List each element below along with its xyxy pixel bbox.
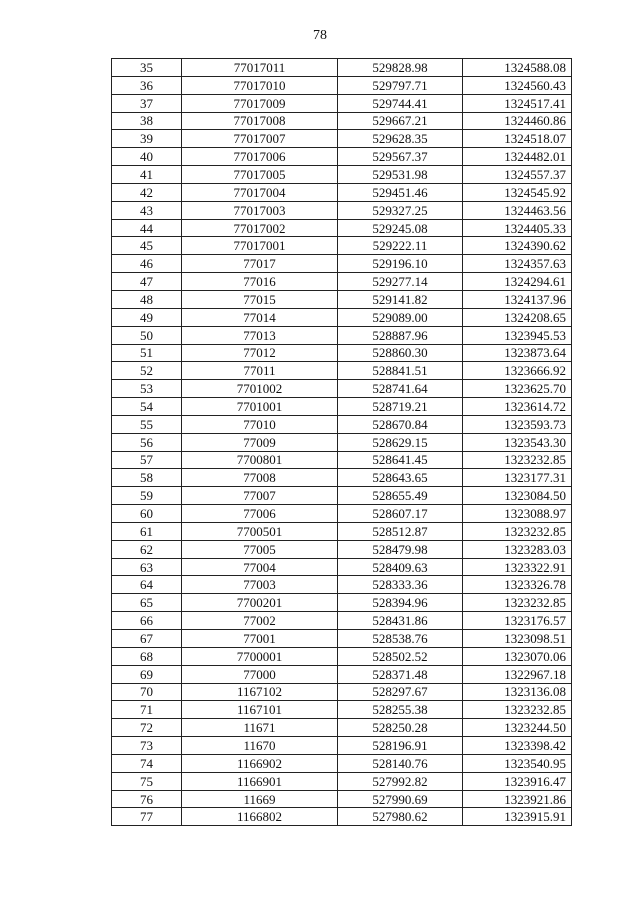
y-coordinate-cell: 1323177.31 xyxy=(463,469,572,487)
x-coordinate-cell: 529531.98 xyxy=(338,166,463,184)
y-coordinate-cell: 1324463.56 xyxy=(463,201,572,219)
table-row xyxy=(112,130,572,148)
table-row xyxy=(112,647,572,665)
row-number-cell: 57 xyxy=(112,451,182,469)
table-row xyxy=(112,255,572,273)
x-coordinate-cell: 528431.86 xyxy=(338,612,463,630)
x-coordinate-cell: 529744.41 xyxy=(338,94,463,112)
row-number-cell: 47 xyxy=(112,273,182,291)
row-number-cell: 70 xyxy=(112,683,182,701)
x-coordinate-cell: 528371.48 xyxy=(338,665,463,683)
point-id-cell: 77017011 xyxy=(182,59,338,77)
table-row xyxy=(112,719,572,737)
coordinates-table-body xyxy=(112,59,572,826)
row-number-cell: 48 xyxy=(112,290,182,308)
y-coordinate-cell: 1323232.85 xyxy=(463,451,572,469)
x-coordinate-cell: 529141.82 xyxy=(338,290,463,308)
x-coordinate-cell: 529567.37 xyxy=(338,148,463,166)
table-row xyxy=(112,308,572,326)
table-row xyxy=(112,790,572,808)
row-number-cell: 60 xyxy=(112,505,182,523)
table-row xyxy=(112,701,572,719)
point-id-cell: 77010 xyxy=(182,415,338,433)
row-number-cell: 37 xyxy=(112,94,182,112)
table-row xyxy=(112,273,572,291)
table-row xyxy=(112,112,572,130)
point-id-cell: 77011 xyxy=(182,362,338,380)
table-row xyxy=(112,576,572,594)
y-coordinate-cell: 1323136.08 xyxy=(463,683,572,701)
y-coordinate-cell: 1323088.97 xyxy=(463,505,572,523)
y-coordinate-cell: 1323084.50 xyxy=(463,487,572,505)
table-row xyxy=(112,505,572,523)
point-id-cell: 1167101 xyxy=(182,701,338,719)
point-id-cell: 77008 xyxy=(182,469,338,487)
y-coordinate-cell: 1323915.91 xyxy=(463,808,572,826)
point-id-cell: 77017005 xyxy=(182,166,338,184)
row-number-cell: 52 xyxy=(112,362,182,380)
coordinates-table xyxy=(111,58,572,826)
table-row xyxy=(112,808,572,826)
table-row xyxy=(112,737,572,755)
y-coordinate-cell: 1323232.85 xyxy=(463,701,572,719)
y-coordinate-cell: 1324588.08 xyxy=(463,59,572,77)
point-id-cell: 1166902 xyxy=(182,754,338,772)
x-coordinate-cell: 529451.46 xyxy=(338,183,463,201)
y-coordinate-cell: 1323326.78 xyxy=(463,576,572,594)
y-coordinate-cell: 1323666.92 xyxy=(463,362,572,380)
row-number-cell: 43 xyxy=(112,201,182,219)
table-row xyxy=(112,362,572,380)
y-coordinate-cell: 1324357.63 xyxy=(463,255,572,273)
point-id-cell: 11670 xyxy=(182,737,338,755)
row-number-cell: 62 xyxy=(112,540,182,558)
y-coordinate-cell: 1324405.33 xyxy=(463,219,572,237)
x-coordinate-cell: 528643.65 xyxy=(338,469,463,487)
row-number-cell: 65 xyxy=(112,594,182,612)
point-id-cell: 1167102 xyxy=(182,683,338,701)
point-id-cell: 77001 xyxy=(182,630,338,648)
x-coordinate-cell: 528607.17 xyxy=(338,505,463,523)
table-row xyxy=(112,630,572,648)
row-number-cell: 59 xyxy=(112,487,182,505)
point-id-cell: 11671 xyxy=(182,719,338,737)
x-coordinate-cell: 528741.64 xyxy=(338,380,463,398)
point-id-cell: 77003 xyxy=(182,576,338,594)
table-row xyxy=(112,398,572,416)
y-coordinate-cell: 1322967.18 xyxy=(463,665,572,683)
row-number-cell: 75 xyxy=(112,772,182,790)
point-id-cell: 7701002 xyxy=(182,380,338,398)
x-coordinate-cell: 529089.00 xyxy=(338,308,463,326)
y-coordinate-cell: 1324560.43 xyxy=(463,76,572,94)
point-id-cell: 1166901 xyxy=(182,772,338,790)
table-row xyxy=(112,558,572,576)
row-number-cell: 50 xyxy=(112,326,182,344)
row-number-cell: 64 xyxy=(112,576,182,594)
row-number-cell: 66 xyxy=(112,612,182,630)
row-number-cell: 49 xyxy=(112,308,182,326)
point-id-cell: 7700201 xyxy=(182,594,338,612)
y-coordinate-cell: 1323593.73 xyxy=(463,415,572,433)
row-number-cell: 53 xyxy=(112,380,182,398)
table-row xyxy=(112,183,572,201)
y-coordinate-cell: 1323098.51 xyxy=(463,630,572,648)
row-number-cell: 44 xyxy=(112,219,182,237)
table-row xyxy=(112,76,572,94)
y-coordinate-cell: 1324208.65 xyxy=(463,308,572,326)
point-id-cell: 77012 xyxy=(182,344,338,362)
point-id-cell: 77005 xyxy=(182,540,338,558)
table-row xyxy=(112,219,572,237)
y-coordinate-cell: 1324557.37 xyxy=(463,166,572,184)
point-id-cell: 77007 xyxy=(182,487,338,505)
point-id-cell: 77017004 xyxy=(182,183,338,201)
x-coordinate-cell: 528655.49 xyxy=(338,487,463,505)
row-number-cell: 72 xyxy=(112,719,182,737)
x-coordinate-cell: 529245.08 xyxy=(338,219,463,237)
point-id-cell: 77017007 xyxy=(182,130,338,148)
row-number-cell: 55 xyxy=(112,415,182,433)
point-id-cell: 77014 xyxy=(182,308,338,326)
table-row xyxy=(112,201,572,219)
table-row xyxy=(112,415,572,433)
row-number-cell: 76 xyxy=(112,790,182,808)
point-id-cell: 77017006 xyxy=(182,148,338,166)
table-row xyxy=(112,148,572,166)
row-number-cell: 58 xyxy=(112,469,182,487)
point-id-cell: 77016 xyxy=(182,273,338,291)
row-number-cell: 68 xyxy=(112,647,182,665)
y-coordinate-cell: 1324517.41 xyxy=(463,94,572,112)
y-coordinate-cell: 1323070.06 xyxy=(463,647,572,665)
point-id-cell: 77000 xyxy=(182,665,338,683)
row-number-cell: 56 xyxy=(112,433,182,451)
point-id-cell: 77017010 xyxy=(182,76,338,94)
table-row xyxy=(112,469,572,487)
y-coordinate-cell: 1323543.30 xyxy=(463,433,572,451)
row-number-cell: 42 xyxy=(112,183,182,201)
row-number-cell: 35 xyxy=(112,59,182,77)
y-coordinate-cell: 1323398.42 xyxy=(463,737,572,755)
x-coordinate-cell: 528394.96 xyxy=(338,594,463,612)
y-coordinate-cell: 1324137.96 xyxy=(463,290,572,308)
y-coordinate-cell: 1323625.70 xyxy=(463,380,572,398)
point-id-cell: 77015 xyxy=(182,290,338,308)
row-number-cell: 51 xyxy=(112,344,182,362)
point-id-cell: 77017009 xyxy=(182,94,338,112)
point-id-cell: 1166802 xyxy=(182,808,338,826)
x-coordinate-cell: 528140.76 xyxy=(338,754,463,772)
y-coordinate-cell: 1323244.50 xyxy=(463,719,572,737)
x-coordinate-cell: 528841.51 xyxy=(338,362,463,380)
table-row xyxy=(112,433,572,451)
x-coordinate-cell: 528512.87 xyxy=(338,522,463,540)
row-number-cell: 46 xyxy=(112,255,182,273)
y-coordinate-cell: 1323322.91 xyxy=(463,558,572,576)
x-coordinate-cell: 528297.67 xyxy=(338,683,463,701)
table-row xyxy=(112,612,572,630)
x-coordinate-cell: 528641.45 xyxy=(338,451,463,469)
point-id-cell: 7700501 xyxy=(182,522,338,540)
x-coordinate-cell: 529828.98 xyxy=(338,59,463,77)
row-number-cell: 61 xyxy=(112,522,182,540)
row-number-cell: 63 xyxy=(112,558,182,576)
row-number-cell: 73 xyxy=(112,737,182,755)
x-coordinate-cell: 528719.21 xyxy=(338,398,463,416)
y-coordinate-cell: 1323873.64 xyxy=(463,344,572,362)
x-coordinate-cell: 528629.15 xyxy=(338,433,463,451)
table-row xyxy=(112,290,572,308)
table-row xyxy=(112,344,572,362)
x-coordinate-cell: 528196.91 xyxy=(338,737,463,755)
x-coordinate-cell: 529222.11 xyxy=(338,237,463,255)
table-row xyxy=(112,380,572,398)
table-row xyxy=(112,166,572,184)
x-coordinate-cell: 529277.14 xyxy=(338,273,463,291)
page-number: 78 xyxy=(313,28,327,43)
y-coordinate-cell: 1323614.72 xyxy=(463,398,572,416)
y-coordinate-cell: 1323232.85 xyxy=(463,594,572,612)
y-coordinate-cell: 1323540.95 xyxy=(463,754,572,772)
point-id-cell: 7700801 xyxy=(182,451,338,469)
x-coordinate-cell: 528502.52 xyxy=(338,647,463,665)
row-number-cell: 74 xyxy=(112,754,182,772)
x-coordinate-cell: 529327.25 xyxy=(338,201,463,219)
y-coordinate-cell: 1323176.57 xyxy=(463,612,572,630)
y-coordinate-cell: 1323916.47 xyxy=(463,772,572,790)
point-id-cell: 7701001 xyxy=(182,398,338,416)
x-coordinate-cell: 529667.21 xyxy=(338,112,463,130)
x-coordinate-cell: 528255.38 xyxy=(338,701,463,719)
row-number-cell: 39 xyxy=(112,130,182,148)
table-row xyxy=(112,522,572,540)
x-coordinate-cell: 527980.62 xyxy=(338,808,463,826)
y-coordinate-cell: 1323921.86 xyxy=(463,790,572,808)
point-id-cell: 77017002 xyxy=(182,219,338,237)
table-row xyxy=(112,754,572,772)
row-number-cell: 40 xyxy=(112,148,182,166)
y-coordinate-cell: 1324482.01 xyxy=(463,148,572,166)
row-number-cell: 45 xyxy=(112,237,182,255)
x-coordinate-cell: 528860.30 xyxy=(338,344,463,362)
point-id-cell: 77009 xyxy=(182,433,338,451)
x-coordinate-cell: 529196.10 xyxy=(338,255,463,273)
point-id-cell: 77017 xyxy=(182,255,338,273)
table-row xyxy=(112,540,572,558)
point-id-cell: 11669 xyxy=(182,790,338,808)
x-coordinate-cell: 528479.98 xyxy=(338,540,463,558)
point-id-cell: 77004 xyxy=(182,558,338,576)
table-row xyxy=(112,772,572,790)
table-row xyxy=(112,94,572,112)
x-coordinate-cell: 528250.28 xyxy=(338,719,463,737)
row-number-cell: 54 xyxy=(112,398,182,416)
x-coordinate-cell: 528538.76 xyxy=(338,630,463,648)
y-coordinate-cell: 1324545.92 xyxy=(463,183,572,201)
y-coordinate-cell: 1323232.85 xyxy=(463,522,572,540)
table-row xyxy=(112,665,572,683)
point-id-cell: 77017001 xyxy=(182,237,338,255)
y-coordinate-cell: 1324460.86 xyxy=(463,112,572,130)
y-coordinate-cell: 1323945.53 xyxy=(463,326,572,344)
table-row xyxy=(112,326,572,344)
x-coordinate-cell: 528409.63 xyxy=(338,558,463,576)
y-coordinate-cell: 1324390.62 xyxy=(463,237,572,255)
y-coordinate-cell: 1323283.03 xyxy=(463,540,572,558)
point-id-cell: 7700001 xyxy=(182,647,338,665)
table-row xyxy=(112,683,572,701)
x-coordinate-cell: 529628.35 xyxy=(338,130,463,148)
point-id-cell: 77006 xyxy=(182,505,338,523)
x-coordinate-cell: 529797.71 xyxy=(338,76,463,94)
y-coordinate-cell: 1324294.61 xyxy=(463,273,572,291)
y-coordinate-cell: 1324518.07 xyxy=(463,130,572,148)
row-number-cell: 67 xyxy=(112,630,182,648)
row-number-cell: 77 xyxy=(112,808,182,826)
x-coordinate-cell: 527990.69 xyxy=(338,790,463,808)
row-number-cell: 41 xyxy=(112,166,182,184)
x-coordinate-cell: 528670.84 xyxy=(338,415,463,433)
point-id-cell: 77002 xyxy=(182,612,338,630)
x-coordinate-cell: 527992.82 xyxy=(338,772,463,790)
point-id-cell: 77017008 xyxy=(182,112,338,130)
row-number-cell: 38 xyxy=(112,112,182,130)
x-coordinate-cell: 528333.36 xyxy=(338,576,463,594)
row-number-cell: 69 xyxy=(112,665,182,683)
table-row xyxy=(112,487,572,505)
x-coordinate-cell: 528887.96 xyxy=(338,326,463,344)
table-row xyxy=(112,594,572,612)
table-row xyxy=(112,237,572,255)
row-number-cell: 71 xyxy=(112,701,182,719)
table-row xyxy=(112,59,572,77)
point-id-cell: 77017003 xyxy=(182,201,338,219)
table-row xyxy=(112,451,572,469)
point-id-cell: 77013 xyxy=(182,326,338,344)
row-number-cell: 36 xyxy=(112,76,182,94)
